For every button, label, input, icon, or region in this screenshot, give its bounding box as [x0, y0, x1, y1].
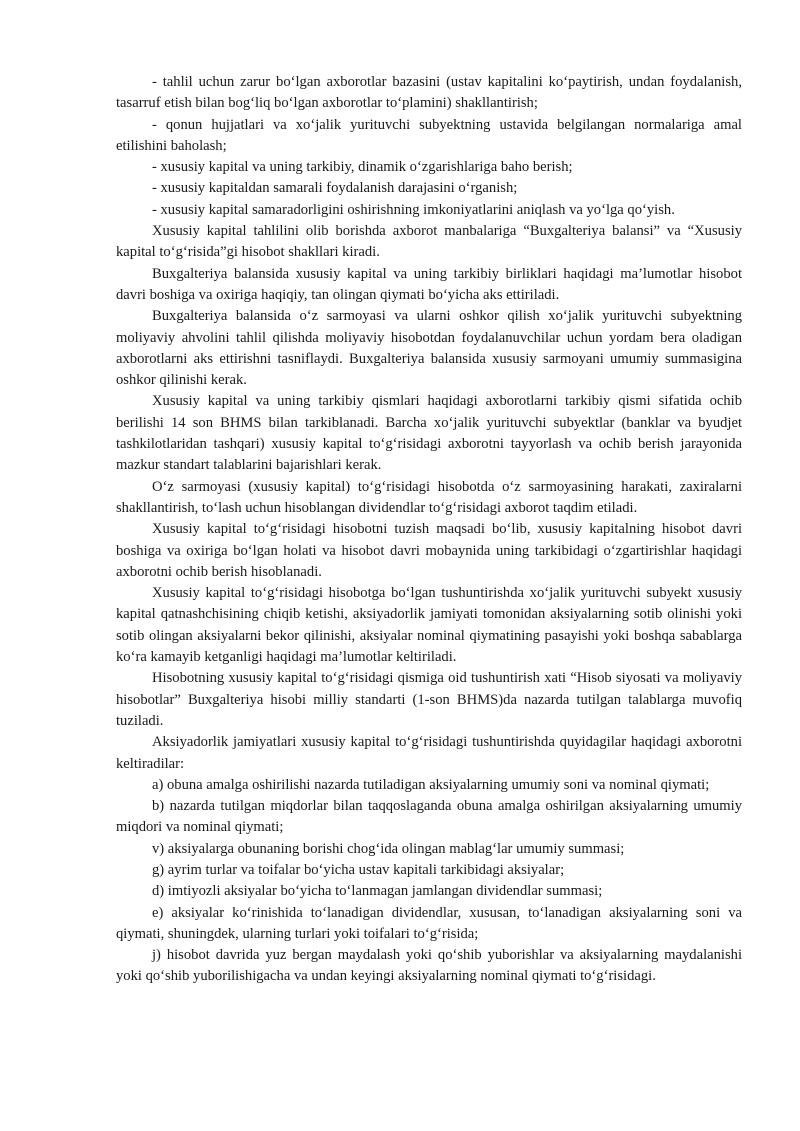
- list-item-e: e) aksiyalar ko‘rinishida to‘lanadigan dividendlar, xususan, to‘lanadigan aksiyalarning soni va qiymati, shuningdek, ularning turlari yoki toifalari to‘g‘risida;: [116, 904, 742, 942]
- list-item-b: b) nazarda tutilgan miqdorlar bilan taqqoslaganda obuna amalga oshirilgan aksiyalarning umumiy miqdori va nominal qiymati;: [116, 798, 742, 836]
- paragraph-11: Xususiy kapital to‘g‘risidagi hisobotni tuzish maqsadi bo‘lib, xususiy kapitalning hisobot davri boshiga va oxiriga bo‘lgan holati va hisobot davri mobaynida uning tarkibidagi o‘zgartirishlar haqidagi axborotni ochib berish hisoblanadi.: [116, 521, 742, 580]
- list-item-v: v) aksiyalarga obunaning borishi chog‘ida olingan mablag‘lar umumiy summasi;: [152, 840, 625, 857]
- paragraph-10: O‘z sarmoyasi (xususiy kapital) to‘g‘risidagi hisobotda o‘z sarmoyasining harakati, zaxiralarni shakllantirish, to‘lash uchun hisoblangan dividendlar to‘g‘risidagi axborot taqdim etiladi.: [116, 478, 742, 516]
- paragraph-14: Aksiyadorlik jamiyatlari xususiy kapital to‘g‘risidagi tushuntirishda quyidagilar haqidagi axborotni keltiradilar:: [116, 734, 742, 772]
- paragraph-8: Buxgalteriya balansida o‘z sarmoyasi va ularni oshkor qilish xo‘jalik yurituvchi subyektning moliyaviy ahvolini tahlil qilishda moliyaviy hisobotdan foydalanuvchilar uchun yordam bera oladigan axborotlarni aks ettirishni tasniflaydi. Buxgalteriya balansida xususiy sarmoyani umumiy summasigina oshkor qilinishi kerak.: [116, 308, 742, 389]
- paragraph-9: Xususiy kapital va uning tarkibiy qismlari haqidagi axborotlarni tarkibiy qismi sifatida ochib berilishi 14 son BHMS bilan tarkiblanadi. Barcha xo‘jalik yurituvchi subyektlar (banklar va byudjet tashkilotlaridan tashqari) xususiy kapital to‘g‘risidagi axborotni tayyorlash va ochib berish jarayonida mazkur standart talablarini bajarishlari kerak.: [116, 393, 742, 474]
- paragraph-13: Hisobotning xususiy kapital to‘g‘risidagi qismiga oid tushuntirish xati “Hisob siyosati va moliyaviy hisobotlar” Buxgalteriya hisobi milliy standarti (1-son BHMS)da nazarda tutilgan talablarga muvofiq tuziladi.: [116, 670, 742, 729]
- paragraph-12: Xususiy kapital to‘g‘risidagi hisobotga bo‘lgan tushuntirishda xo‘jalik yurituvchi subyekt xususiy kapital qatnashchisining chiqib ketishi, aksiyadorlik jamiyati tomonidan aksiyalarning sotib olinishi yoki sotib olingan aksiyalarni bekor qilinishi, aksiyalar nominal qiymatining pasayishi yoki boshqa sabablarga ko‘ra kamayib ketganligi haqidagi ma’lumotlar keltiriladi.: [116, 585, 742, 666]
- paragraph-6: Xususiy kapital tahlilini olib borishda axborot manbalariga “Buxgalteriya balansi” va “Xususiy kapital to‘g‘risida”gi hisobot shakllari kiradi.: [116, 223, 742, 261]
- paragraph-1: - tahlil uchun zarur bo‘lgan axborotlar bazasini (ustav kapitalini ko‘paytirish, undan foydalanish, tasarruf etish bilan bog‘liq bo‘lgan axborotlar to‘plamini) shakllantirish;: [116, 74, 742, 112]
- list-item-d: d) imtiyozli aksiyalar bo‘yicha to‘lanmagan jamlangan dividendlar summasi;: [152, 883, 603, 900]
- paragraph-2: - qonun hujjatlari va xo‘jalik yurituvchi subyektning ustavida belgilangan normalariga amal etilishini baholash;: [116, 116, 742, 154]
- list-item-a: a) obuna amalga oshirilishi nazarda tutiladigan aksiyalarning umumiy soni va nominal qiymati;: [152, 776, 710, 793]
- list-item-j: j) hisobot davrida yuz bergan maydalash yoki qo‘shib yuborishlar va aksiyalarning maydalanishi yoki qo‘shib yuborilishigacha va undan keyingi aksiyalarning nominal qiymati to‘g‘risidagi.: [116, 947, 742, 985]
- paragraph-4: - xususiy kapitaldan samarali foydalanish darajasini o‘rganish;: [152, 180, 518, 197]
- document-body: [116, 72, 742, 988]
- list-item-g: g) ayrim turlar va toifalar bo‘yicha ustav kapitali tarkibidagi aksiyalar;: [152, 861, 565, 878]
- paragraph-3: - xususiy kapital va uning tarkibiy, dinamik o‘zgarishlariga baho berish;: [152, 159, 573, 176]
- paragraph-7: Buxgalteriya balansida xususiy kapital va uning tarkibiy birliklari haqidagi ma’lumotlar hisobot davri boshiga va oxiriga haqiqiy, tan olingan qiymati bo‘yicha aks ettiriladi.: [116, 265, 742, 303]
- paragraph-5: - xususiy kapital samaradorligini oshirishning imkoniyatlarini aniqlash va yo‘lga qo‘yish.: [152, 201, 675, 218]
